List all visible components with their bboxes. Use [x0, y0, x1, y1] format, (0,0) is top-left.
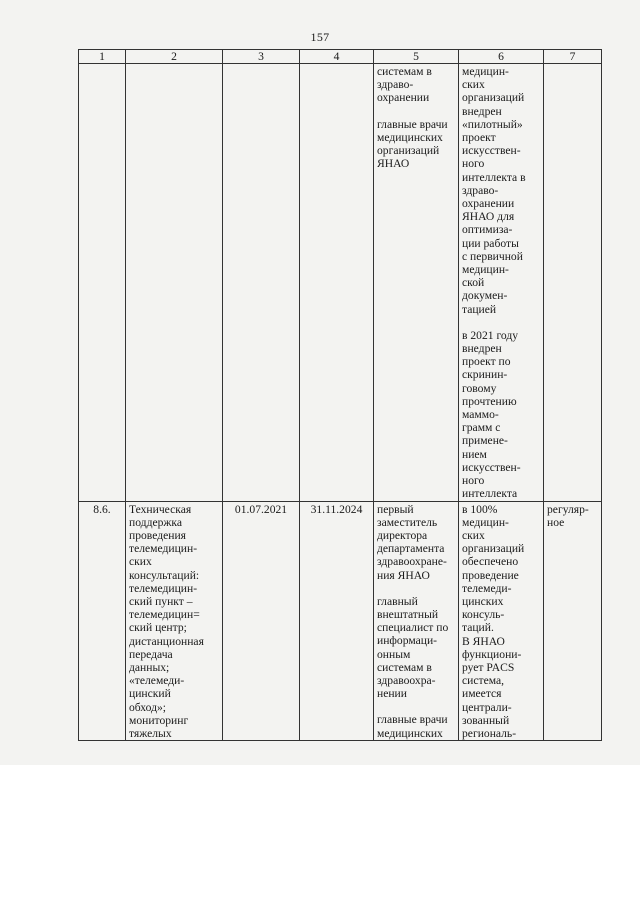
page-number: 157: [310, 30, 330, 44]
col-header-3: 3: [223, 50, 300, 64]
start-date-cell: 01.07.2021: [223, 501, 300, 741]
start-date-cell: [223, 64, 300, 502]
type-cell: [544, 64, 602, 502]
responsible-cell: [374, 501, 459, 741]
col-header-1: 1: [79, 50, 126, 64]
item-number-cell: [79, 64, 126, 502]
table-header-row: [79, 50, 602, 64]
table-row: [79, 64, 602, 502]
responsible-text: системам в здраво- охранении: [377, 65, 432, 105]
result-cell: в 100% медицин- ских организаций обеспечено проведение телемеди- цинских консуль- таций. В ЯНАО функциони- рует PACS система, имеется централи- зованный региональ-: [459, 501, 544, 741]
col-header-5: 5: [374, 50, 459, 64]
plan-table: [78, 49, 602, 741]
responsible-text: главные врачи медицинских организаций ЯНАО: [377, 117, 448, 171]
end-date-cell: 31.11.2024: [300, 501, 374, 741]
item-number-cell: 8.6.: [79, 501, 126, 741]
end-date-cell: [300, 64, 374, 502]
result-text: медицин- ских организаций внедрен «пилотный» проект искусствен- ного интеллекта в здраво- охранении ЯНАО для оптимиза- ции работы с первичной медицин- ской докумен- тацией: [462, 65, 526, 316]
col-header-6: 6: [459, 50, 544, 64]
type-cell: регуляр- ное: [544, 501, 602, 741]
col-header-7: 7: [544, 50, 602, 64]
responsible-cell: [374, 64, 459, 502]
responsible-text: главный внештатный специалист по информаци- онным системам в здравоохра- нении: [377, 594, 449, 701]
activity-cell: [126, 64, 223, 502]
table-row: [79, 501, 602, 741]
col-header-4: 4: [300, 50, 374, 64]
responsible-text: первый заместитель директора департамента здравоохране- ния ЯНАО: [377, 502, 447, 582]
result-text: в 2021 году внедрен проект по скринин- говому прочтению маммо- грамм с примене- нием искусствен- ного интеллекта: [462, 328, 521, 501]
col-header-2: 2: [126, 50, 223, 64]
responsible-text: главные врачи медицинских: [377, 713, 448, 740]
result-cell: [459, 64, 544, 502]
activity-cell: Техническая поддержка проведения телемедицин- ских консультаций: телемедицин- ский пункт – телемедицин= ский центр; дистанционная передача данных; «телемеди- цинский обход»; мониторинг тяжелых: [126, 501, 223, 741]
